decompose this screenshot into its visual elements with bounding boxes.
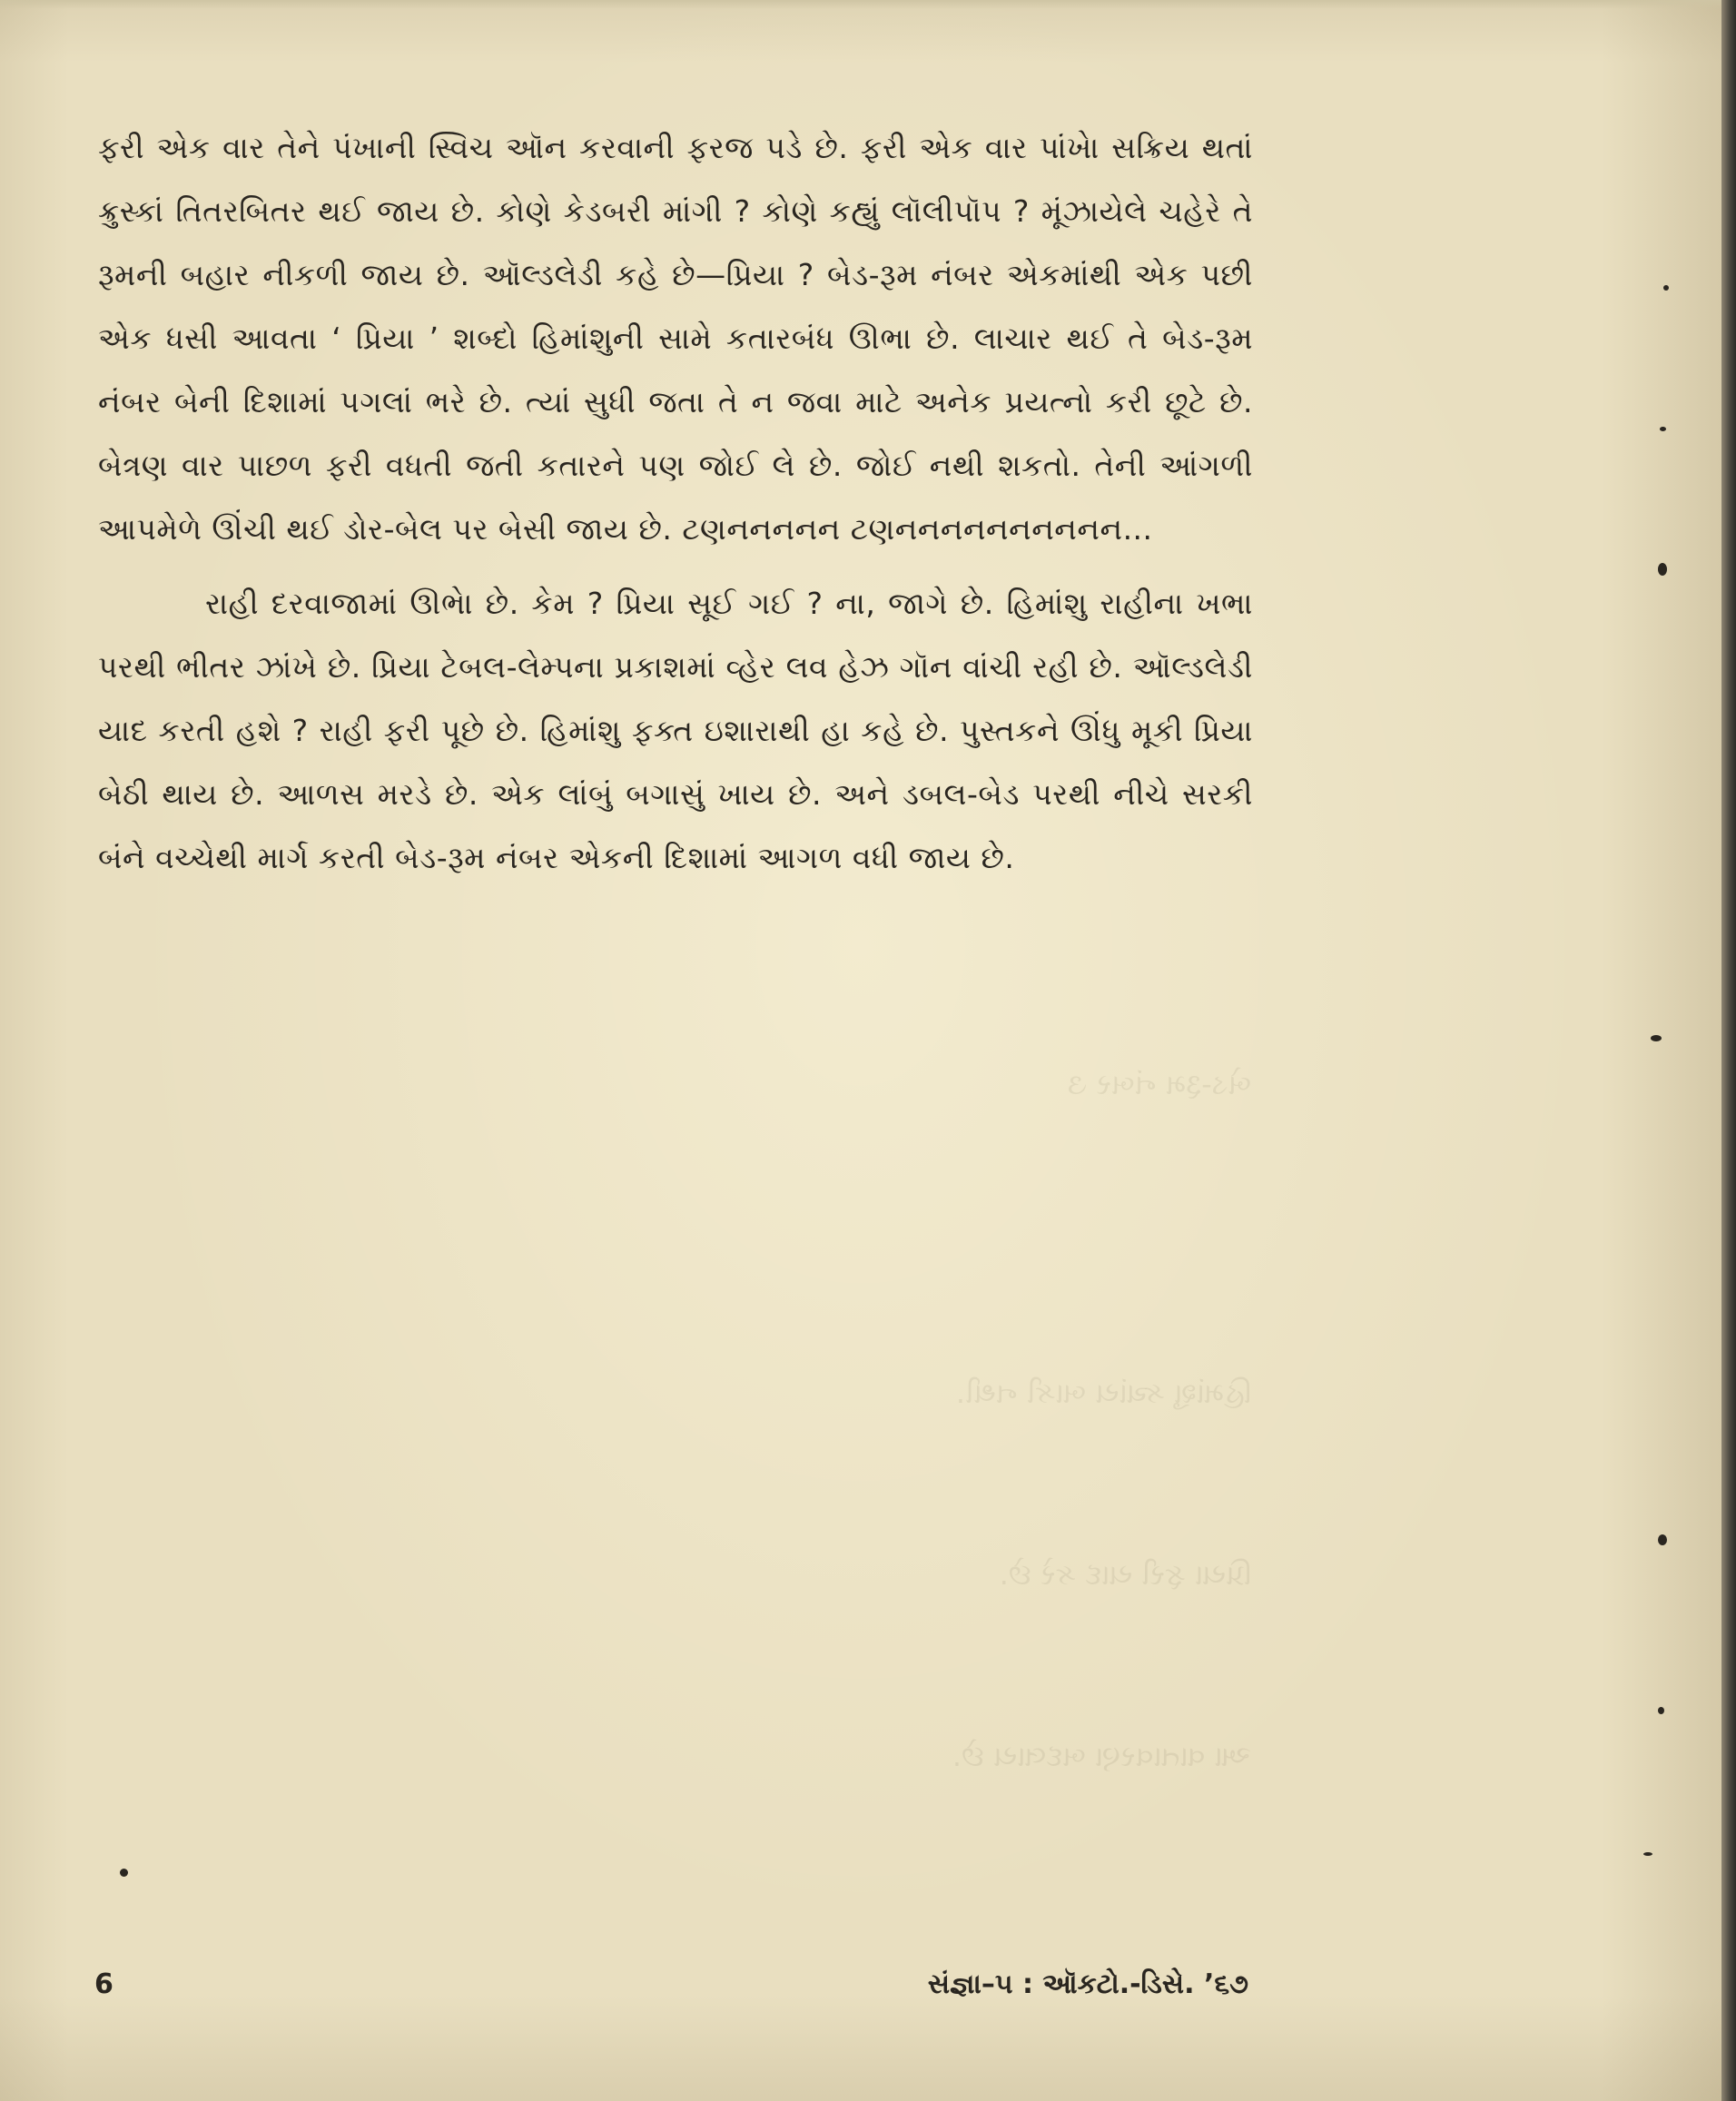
page-edge-shadow	[1721, 0, 1736, 2101]
show-through-text: પ્રિયા ફરી યાદ કરે છે.	[999, 1557, 1251, 1592]
ink-speck	[1660, 427, 1666, 431]
journal-issue-footer: સંજ્ઞા–૫ : ઑકટો.-ડિસે. ’૬૭	[927, 1968, 1248, 2000]
ink-speck	[1651, 1035, 1662, 1041]
show-through-text: આ વાતાવરણ બદલાય છે.	[952, 1739, 1251, 1773]
ink-speck	[1658, 1707, 1664, 1714]
paragraph-1: ફરી એક વાર તેને પંખાની સ્વિચ ઑન કરવાની ફરજ પડે છે. ફરી એક વાર પાંખેા સક્રિય થતાં ક્રુસ્કાં તિતરબિતર થઈ જાય છે. કોણે કેડબરી માંગી ? કોણે કહ્યું લૉલીપૉપ ? મૂંઝાયેલે ચહેરે તે રૂમની બહાર નીકળી જાય છે. ઑલ્ડલેડી કહે છે—પ્રિયા ? બેડ-રૂમ નંબર એકમાંથી એક પછી એક ધસી આવતા ‘ પ્રિયા ’ શબ્દો હિમાંશુની સામે કતારબંધ ઊભા છે. લાચાર થઈ તે બેડ-રૂમ નંબર બેની દિશામાં પગલાં ભરે છે. ત્યાં સુધી જતા તે ન જવા માટે અનેક પ્રયત્નો કરી છૂટે છે. બેત્રણ વાર પાછળ ફરી વધતી જતી કતારને પણ જોઈ લે છે. જોઈ નથી શકતો. તેની આંગળી આપમેળે ઊંચી થઈ ડોર-બેલ પર બેસી જાય છે. ટણનનનનન ટણનનનનનનનનનન...	[98, 130, 1253, 547]
body-text	[98, 116, 1253, 890]
ink-speck	[120, 1869, 128, 1877]
paragraph-2: રાહી દરવાજામાં ઊભેા છે. કેમ ? પ્રિયા સૂઈ ગઈ ? ના, જાગે છે. હિમાંશુ રાહીના ખભા પરથી ભીતર ઝાંખે છે. પ્રિયા ટેબલ-લેમ્પના પ્રકાશમાં વ્હેર લવ હેઝ ગૉન વાંચી રહી છે. ઑલ્ડલેડી યાદ કરતી હશે ? રાહી ફરી પૂછે છે. હિમાંશુ ફક્ત ઇશારાથી હા કહે છે. પુસ્તકને ઊંધુ મૂકી પ્રિયા બેઠી થાય છે. આળસ મરડે છે. એક લાંબું બગાસું ખાય છે. અને ડબલ-બેડ પરથી નીચે સરકી બંને વચ્ચેથી માર્ગ કરતી બેડ-રૂમ નંબર એકની દિશામાં આગળ વધી જાય છે.	[98, 586, 1253, 875]
page-number: 6	[94, 1968, 113, 2000]
ink-speck	[1663, 285, 1669, 291]
ink-speck	[1658, 563, 1667, 576]
show-through-text: હિમાંશુ ક્યાંય બાકી નથી.	[955, 1376, 1251, 1410]
ink-speck	[1658, 1534, 1667, 1545]
page-top-edge	[0, 0, 1721, 9]
ink-speck	[1643, 1852, 1652, 1856]
show-through-text: બેડ-રૂમ નંબર ૩	[1067, 1067, 1251, 1101]
